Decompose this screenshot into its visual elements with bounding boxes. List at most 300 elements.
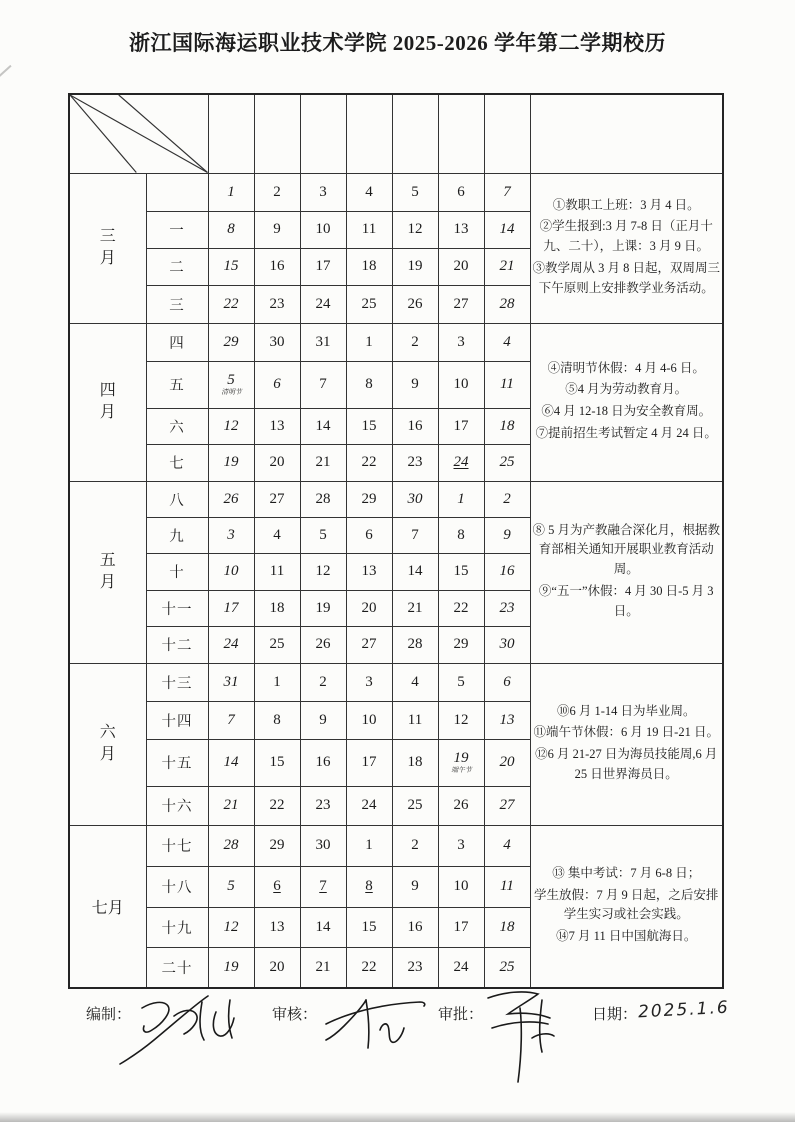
- corner-cell: [69, 94, 208, 173]
- month-label-char: 四: [99, 381, 116, 399]
- date-cell: [346, 739, 392, 786]
- remarks-cell: [530, 663, 723, 825]
- week-number-cell: 三: [146, 285, 208, 323]
- date-cell: [392, 323, 438, 361]
- date-cell: [254, 553, 300, 590]
- date-number: 22: [453, 599, 469, 616]
- date-cell: [300, 408, 346, 444]
- date-cell: [438, 444, 484, 481]
- date-cell: [208, 947, 254, 988]
- date-number: 1: [457, 490, 465, 507]
- reviewed-label: 审核：: [272, 1007, 318, 1023]
- date-cell: [208, 517, 254, 553]
- remark-item: ③教学周从 3 月 8 日起，双周周三下午原则上安排教学业务活动。: [532, 260, 720, 295]
- date-number: 26: [453, 797, 469, 814]
- date-cell: [484, 866, 530, 907]
- week-number-cell: 四: [146, 323, 208, 361]
- date-cell: [208, 590, 254, 626]
- date-cell: [484, 173, 530, 211]
- date-cell: [346, 173, 392, 211]
- date-cell: [300, 626, 346, 663]
- date-number: 21: [407, 599, 423, 616]
- remark-item: ⑪端午节休假：6 月 19 日-21 日。: [533, 725, 719, 740]
- date-cell: [254, 248, 300, 285]
- date-number: 24: [361, 797, 377, 814]
- date-number: 10: [453, 376, 469, 393]
- date-cell: [346, 248, 392, 285]
- date-cell: [392, 361, 438, 408]
- date-number: 7: [411, 526, 419, 543]
- date-number: 29: [223, 333, 239, 350]
- weekday-header: [438, 94, 484, 173]
- date-number: 17: [453, 417, 469, 434]
- date-cell: [300, 907, 346, 947]
- date-number: 30: [407, 490, 423, 507]
- festival-note: 端午节: [450, 766, 472, 775]
- month-label: [69, 481, 146, 663]
- date-number: 10: [315, 221, 331, 238]
- date-cell: [392, 248, 438, 285]
- date-number: 24: [223, 636, 239, 653]
- date-number: 11: [407, 711, 423, 728]
- week-number-cell: 十一: [146, 590, 208, 626]
- date-number: 28: [407, 636, 423, 653]
- date-number: 14: [499, 221, 515, 238]
- date-number: 15: [223, 258, 239, 275]
- date-label: 日期：: [592, 1007, 638, 1023]
- date-number: 1: [365, 333, 373, 350]
- date-number: 5: [227, 878, 235, 895]
- week-number-cell: 十九: [146, 907, 208, 947]
- date-cell: [484, 626, 530, 663]
- date-number: 11: [500, 376, 514, 393]
- month-label-char: 三: [99, 227, 116, 245]
- weekday-header: [346, 94, 392, 173]
- date-number: 2: [411, 837, 419, 854]
- date-number: 15: [361, 417, 377, 434]
- date-number: 25: [407, 797, 423, 814]
- date-number: 19: [223, 454, 239, 471]
- date-number: 4: [411, 673, 419, 690]
- date-number: 25: [499, 959, 515, 975]
- date-number: 8: [457, 526, 465, 543]
- date-number: 12: [315, 563, 331, 580]
- scan-shadow: [0, 1112, 795, 1122]
- date-cell: [208, 481, 254, 517]
- date-number: 22: [361, 959, 377, 975]
- date-cell: [346, 285, 392, 323]
- date-cell: [208, 553, 254, 590]
- date-cell: [438, 663, 484, 701]
- remark-item: ⑭7 月 11 日中国航海日。: [556, 929, 697, 943]
- date-number: 3: [365, 673, 373, 690]
- date-number: 16: [407, 417, 423, 434]
- date-cell: [208, 211, 254, 248]
- date-cell: [208, 408, 254, 444]
- date-cell: [438, 285, 484, 323]
- date-cell: [254, 907, 300, 947]
- date-number: 6: [365, 526, 373, 543]
- date-cell: [346, 481, 392, 517]
- date-cell: [484, 481, 530, 517]
- date-number: 6: [457, 183, 465, 200]
- date-number: 3: [227, 526, 235, 543]
- remark-item: ⑬ 集中考试：7 月 6-8 日；: [552, 865, 701, 880]
- page-title: 浙江国际海运职业技术学院 2025-2026 学年第二学期校历: [129, 31, 666, 55]
- remarks-header: [530, 94, 723, 173]
- remarks-cell: [530, 825, 723, 988]
- date-cell: [438, 590, 484, 626]
- date-number: 8: [365, 376, 373, 393]
- date-number: 2: [319, 673, 327, 690]
- prepared-label: 编制：: [86, 1007, 132, 1023]
- date-cell: [484, 947, 530, 988]
- date-cell: [438, 323, 484, 361]
- date-number: 13: [269, 417, 285, 434]
- date-number: 12: [223, 918, 239, 935]
- date-cell: [438, 248, 484, 285]
- remark-item: ⑨“五一”休假：4 月 30 日-5 月 3 日。: [538, 583, 714, 618]
- date-number: 20: [499, 754, 515, 771]
- date-number: 21: [223, 797, 239, 814]
- date-cell: [392, 626, 438, 663]
- date-number: 4: [503, 837, 511, 854]
- month-label: [69, 663, 146, 825]
- date-number: 24: [453, 959, 469, 975]
- date-cell: [392, 786, 438, 825]
- date-cell: [254, 626, 300, 663]
- date-number: 6: [273, 376, 281, 393]
- date-cell: [254, 211, 300, 248]
- date-cell: [346, 825, 392, 866]
- date-number: 25: [269, 636, 285, 653]
- date-number: 29: [453, 636, 469, 653]
- date-number: 25: [361, 295, 377, 312]
- date-cell: [438, 517, 484, 553]
- date-number: 11: [361, 221, 377, 238]
- date-number: 16: [315, 754, 331, 771]
- date-cell: [254, 285, 300, 323]
- date-number: 27: [453, 295, 469, 312]
- week-number-cell: 十二: [146, 626, 208, 663]
- date-cell: [392, 701, 438, 739]
- date-cell: [300, 866, 346, 907]
- date-number: 15: [453, 563, 469, 580]
- date-cell: [254, 361, 300, 408]
- date-number: 8: [227, 221, 235, 238]
- date-number: 20: [269, 959, 285, 975]
- date-cell: [392, 739, 438, 786]
- date-number: 1: [273, 673, 281, 690]
- weekday-header: [208, 94, 254, 173]
- date-number: 30: [315, 837, 331, 854]
- date-cell: [208, 361, 254, 408]
- date-cell: [346, 866, 392, 907]
- date-cell: [300, 173, 346, 211]
- date-cell: [300, 323, 346, 361]
- date-cell: [484, 701, 530, 739]
- date-cell: [438, 211, 484, 248]
- date-cell: [300, 947, 346, 988]
- date-cell: [346, 323, 392, 361]
- date-number: 18: [407, 754, 423, 771]
- date-cell: [484, 211, 530, 248]
- date-cell: [484, 825, 530, 866]
- date-number: 2: [503, 490, 511, 507]
- date-number: 21: [499, 258, 515, 275]
- date-number: 11: [500, 878, 514, 895]
- remark-item: ⑥4 月 12-18 日为安全教育周。: [541, 404, 712, 418]
- date-number: 8: [365, 878, 373, 895]
- date-number: 23: [269, 295, 285, 312]
- date-cell: [300, 444, 346, 481]
- date-number: 13: [453, 221, 469, 238]
- date-cell: [300, 739, 346, 786]
- date-cell: [484, 786, 530, 825]
- month-label: 七月: [69, 825, 146, 988]
- date-number: 22: [223, 295, 239, 312]
- remark-item: ⑦提前招生考试暂定 4 月 24 日。: [535, 425, 717, 440]
- date-cell: [300, 825, 346, 866]
- date-number: 17: [315, 258, 331, 275]
- date-cell: [438, 408, 484, 444]
- date-cell: [300, 701, 346, 739]
- date-number: 18: [499, 417, 515, 434]
- date-number: 28: [499, 295, 515, 312]
- reviewed-signature: [322, 994, 434, 1058]
- date-cell: [392, 517, 438, 553]
- date-cell: [438, 786, 484, 825]
- week-number-cell: [146, 173, 208, 211]
- date-cell: [438, 907, 484, 947]
- date-number: 16: [269, 258, 285, 275]
- date-number: 12: [223, 417, 239, 434]
- date-number: 17: [361, 754, 377, 771]
- date-number: 24: [315, 295, 331, 312]
- date-cell: [300, 211, 346, 248]
- date-number: 19: [223, 959, 239, 975]
- remark-item: ⑤4 月为劳动教育月。: [565, 382, 688, 397]
- date-number: 18: [499, 918, 515, 935]
- month-label-char: 五: [99, 551, 116, 569]
- date-cell: [484, 663, 530, 701]
- date-number: 19: [407, 258, 423, 275]
- date-cell: [208, 444, 254, 481]
- date-number: 26: [407, 295, 423, 312]
- date-cell: [438, 825, 484, 866]
- date-number: 23: [407, 454, 423, 471]
- date-cell: [392, 553, 438, 590]
- date-cell: [438, 626, 484, 663]
- date-cell: [254, 517, 300, 553]
- date-number: 18: [269, 599, 285, 616]
- date-number: 2: [411, 333, 419, 350]
- date-number: 29: [269, 837, 285, 854]
- remark-item: ⑩6 月 1-14 日为毕业周。: [556, 703, 696, 718]
- date-cell: [438, 739, 484, 786]
- week-number-cell: 十三: [146, 663, 208, 701]
- date-number: 13: [361, 563, 377, 580]
- date-cell: [392, 590, 438, 626]
- date-number: 7: [227, 711, 235, 728]
- month-label-char: 月: [99, 404, 116, 421]
- date-cell: [484, 907, 530, 947]
- date-number: 11: [269, 563, 285, 580]
- date-cell: [254, 701, 300, 739]
- date-number: 23: [407, 959, 423, 975]
- date-cell: [484, 444, 530, 481]
- date-cell: [392, 866, 438, 907]
- approved-signature: [480, 986, 576, 1086]
- week-number-cell: 七: [146, 444, 208, 481]
- month-label-char: 月: [99, 250, 116, 267]
- date-number: 27: [499, 797, 515, 814]
- date-cell: [208, 825, 254, 866]
- date-cell: [208, 663, 254, 701]
- date-cell: [392, 947, 438, 988]
- date-number: 28: [223, 837, 239, 854]
- date-cell: [208, 786, 254, 825]
- date-cell: [208, 907, 254, 947]
- date-cell: [300, 248, 346, 285]
- date-number: 9: [273, 221, 281, 238]
- date-cell: [208, 739, 254, 786]
- calendar-table: [68, 93, 724, 989]
- date-cell: [484, 285, 530, 323]
- date-number: 4: [365, 183, 373, 200]
- date-number: 31: [315, 333, 331, 350]
- date-number: 4: [273, 526, 281, 543]
- date-number: 15: [269, 754, 285, 771]
- date-cell: [392, 481, 438, 517]
- date-cell: [484, 408, 530, 444]
- date-cell: [346, 361, 392, 408]
- date-number: 3: [319, 183, 327, 200]
- date-number: 30: [269, 333, 285, 350]
- date-cell: [300, 361, 346, 408]
- date-cell: [254, 408, 300, 444]
- remark-item: ⑧ 5 月为产教融合深化月，根据教育部相关通知开展职业教育活动周。: [532, 522, 720, 577]
- month-label-char: 六: [99, 723, 116, 741]
- date-number: 30: [499, 636, 515, 653]
- date-number: 16: [407, 918, 423, 935]
- week-number-cell: 十四: [146, 701, 208, 739]
- date-cell: [300, 590, 346, 626]
- date-number: 17: [453, 918, 469, 935]
- weekday-header: [254, 94, 300, 173]
- date-cell: [438, 481, 484, 517]
- date-number: 6: [503, 673, 511, 690]
- week-number-cell: 八: [146, 481, 208, 517]
- date-cell: [254, 173, 300, 211]
- date-cell: [300, 663, 346, 701]
- remark-item: ⑫6 月 21-27 日为海员技能周,6 月 25 日世界海员日。: [535, 747, 718, 781]
- date-number: 22: [269, 797, 285, 814]
- date-cell: [484, 323, 530, 361]
- date-number: 28: [315, 490, 331, 507]
- week-number-cell: 二十: [146, 947, 208, 988]
- month-label-char: 月: [99, 574, 116, 591]
- date-number: 29: [361, 490, 377, 507]
- date-cell: [254, 947, 300, 988]
- remark-item: ④清明节休假：4 月 4-6 日。: [547, 360, 705, 375]
- date-cell: [254, 481, 300, 517]
- date-number: 5: [411, 183, 419, 200]
- date-cell: [392, 211, 438, 248]
- date-cell: [254, 866, 300, 907]
- date-cell: [346, 947, 392, 988]
- date-number: 12: [453, 711, 469, 728]
- date-cell: [208, 701, 254, 739]
- date-number: 20: [453, 258, 469, 275]
- date-number: 14: [223, 754, 239, 771]
- date-number: 7: [503, 183, 511, 200]
- date-number: 5: [319, 526, 327, 543]
- date-number: 20: [361, 599, 377, 616]
- date-cell: [208, 248, 254, 285]
- week-number-cell: 十六: [146, 786, 208, 825]
- date-cell: [392, 173, 438, 211]
- date-number: 20: [269, 454, 285, 471]
- date-number: 5: [227, 371, 235, 388]
- week-number-cell: 十八: [146, 866, 208, 907]
- date-number: 27: [269, 490, 285, 507]
- date-cell: [346, 626, 392, 663]
- date-cell: [300, 786, 346, 825]
- remark-item: 学生放假：7 月 9 日起，之后安排学生实习或社会实践。: [534, 887, 719, 922]
- prepared-signature: [112, 988, 244, 1068]
- date-cell: [254, 825, 300, 866]
- date-number: 3: [457, 837, 465, 854]
- month-label: [69, 323, 146, 481]
- date-number: 1: [227, 183, 235, 200]
- date-number: 22: [361, 454, 377, 471]
- date-number: 10: [361, 711, 377, 728]
- date-number: 3: [457, 333, 465, 350]
- date-number: 9: [503, 526, 511, 543]
- date-cell: [254, 323, 300, 361]
- date-number: 26: [315, 636, 331, 653]
- date-number: 23: [499, 599, 515, 616]
- date-number: 10: [223, 563, 239, 580]
- date-number: 19: [315, 599, 331, 616]
- date-number: 2: [273, 183, 281, 200]
- date-number: 17: [223, 599, 239, 616]
- month-label-char: 月: [99, 746, 116, 763]
- date-cell: [438, 866, 484, 907]
- week-number-cell: 十: [146, 553, 208, 590]
- week-number-cell: 二: [146, 248, 208, 285]
- date-cell: [208, 866, 254, 907]
- date-cell: [484, 553, 530, 590]
- date-cell: [346, 211, 392, 248]
- date-cell: [254, 739, 300, 786]
- date-cell: [484, 739, 530, 786]
- date-cell: [346, 786, 392, 825]
- date-cell: [346, 444, 392, 481]
- date-cell: [392, 408, 438, 444]
- week-number-cell: 一: [146, 211, 208, 248]
- week-number-cell: 九: [146, 517, 208, 553]
- date-number: 7: [319, 878, 327, 895]
- date-cell: [300, 553, 346, 590]
- month-label: [69, 173, 146, 323]
- date-number: 31: [223, 673, 239, 690]
- date-number: 21: [315, 959, 331, 975]
- date-cell: [208, 626, 254, 663]
- weekday-header: [484, 94, 530, 173]
- approved-label: 审批：: [438, 1007, 484, 1023]
